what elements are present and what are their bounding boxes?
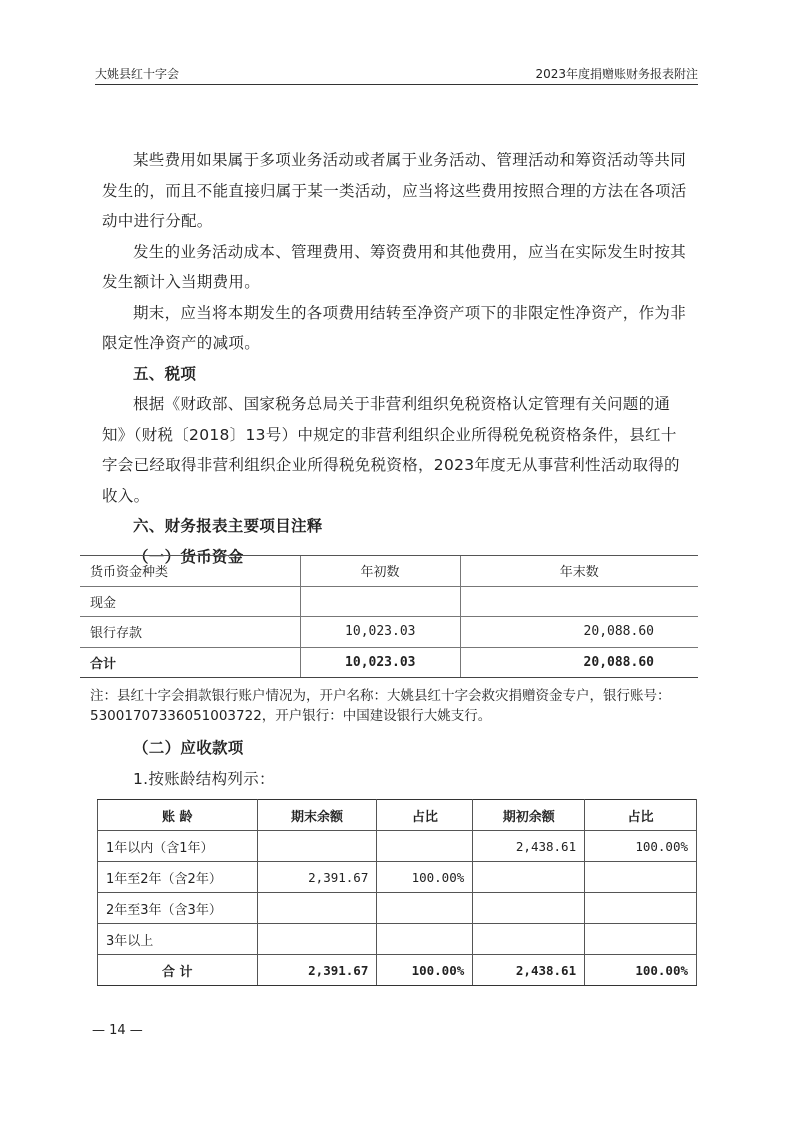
table-row <box>98 831 697 862</box>
table-cell: 1年至2年（含2年） <box>98 862 258 893</box>
table-row <box>98 893 697 924</box>
table-cell: 2,391.67 <box>257 862 377 893</box>
table-cell: 3年以上 <box>98 924 258 955</box>
table-cell: 2,391.67 <box>257 955 377 986</box>
table-cell <box>585 924 697 955</box>
table-row <box>80 586 698 617</box>
header-cell: 期末余额 <box>257 800 377 831</box>
table-row <box>98 862 697 893</box>
table-row <box>98 924 697 955</box>
paragraph-tax-exemption: 根据《财政部、国家税务总局关于非营利组织免税资格认定管理有关问题的通知》（财税〔2018〕13号）中规定的非营利组织企业所得税免税资格条件，县红十字会已经取得非营利组织企业所得税免税资格，2023年度无从事营利性活动取得的收入。 <box>102 395 680 505</box>
cash-funds-table <box>80 555 698 678</box>
subheading-aging-structure: 1.按账龄结构列示： <box>133 769 275 788</box>
table-cell: 现金 <box>80 586 300 617</box>
table-cell: 合计 <box>80 647 300 678</box>
page-header <box>95 62 698 85</box>
table-total-row <box>80 647 698 678</box>
table-cell <box>257 924 377 955</box>
table-cell: 20,088.60 <box>460 617 698 648</box>
heading-financial-notes: 六、财务报表主要项目注释 <box>133 517 323 535</box>
table-cell <box>473 924 585 955</box>
table-cell <box>460 586 698 617</box>
page-number: — 14 — <box>92 1023 143 1038</box>
table-cell: 2,438.61 <box>473 955 585 986</box>
header-cell: 货币资金种类 <box>80 556 300 587</box>
table-cell: 100.00% <box>377 862 473 893</box>
receivables-aging-table <box>97 799 697 986</box>
table-total-row <box>98 955 697 986</box>
table-cell <box>585 893 697 924</box>
receivables-section <box>102 733 692 794</box>
expense-section <box>102 145 692 572</box>
table-cell: 银行存款 <box>80 617 300 648</box>
table-header-row <box>80 556 698 587</box>
heading-tax: 五、税项 <box>133 364 197 383</box>
table-cell <box>377 924 473 955</box>
table-cell <box>300 586 460 617</box>
header-cell: 占比 <box>377 800 473 831</box>
paragraph-expense-recognition: 发生的业务活动成本、管理费用、筹资费用和其他费用，应当在实际发生时按其发生额计入当期费用。 <box>102 242 687 291</box>
table-cell <box>585 862 697 893</box>
table-row <box>80 617 698 648</box>
table-cell <box>377 831 473 862</box>
table-cell <box>257 831 377 862</box>
paragraph-period-end-transfer: 期末，应当将本期发生的各项费用结转至净资产项下的非限定性净资产，作为非限定性净资产的减项。 <box>102 303 687 352</box>
table-cell: 合 计 <box>98 955 258 986</box>
header-org-name: 大姚县红十字会 <box>95 67 180 81</box>
table-cell <box>473 893 585 924</box>
paragraph-expense-allocation: 某些费用如果属于多项业务活动或者属于业务活动、管理活动和筹资活动等共同发生的，而且不能直接归属于某一类活动，应当将这些费用按照合理的方法在各项活动中进行分配。 <box>102 151 687 230</box>
header-document-title: 2023年度捐赠账财务报表附注 <box>535 67 698 81</box>
heading-receivables: （二）应收款项 <box>133 739 244 757</box>
header-cell: 期初余额 <box>473 800 585 831</box>
table-cell: 2,438.61 <box>473 831 585 862</box>
table-cell: 100.00% <box>377 955 473 986</box>
table-cell: 100.00% <box>585 955 697 986</box>
table-cell: 10,023.03 <box>300 617 460 648</box>
table-cell <box>473 862 585 893</box>
header-cell: 占比 <box>585 800 697 831</box>
header-cell: 年初数 <box>300 556 460 587</box>
heading-cash-funds: （一）货币资金 <box>133 547 244 566</box>
table-cell: 10,023.03 <box>300 647 460 678</box>
table-cell <box>377 893 473 924</box>
table-cell: 100.00% <box>585 831 697 862</box>
header-cell: 年末数 <box>460 556 698 587</box>
table-cell: 20,088.60 <box>460 647 698 678</box>
bank-account-note: 注：县红十字会捐款银行账户情况为，开户名称：大姚县红十字会救灾捐赠资金专户，银行账号：53001707336051003722，开户银行：中国建设银行大姚支行。 <box>90 688 671 724</box>
table-cell <box>257 893 377 924</box>
table-cell: 2年至3年（含3年） <box>98 893 258 924</box>
table-header-row <box>98 800 697 831</box>
header-cell: 账 龄 <box>98 800 258 831</box>
table-cell: 1年以内（含1年） <box>98 831 258 862</box>
